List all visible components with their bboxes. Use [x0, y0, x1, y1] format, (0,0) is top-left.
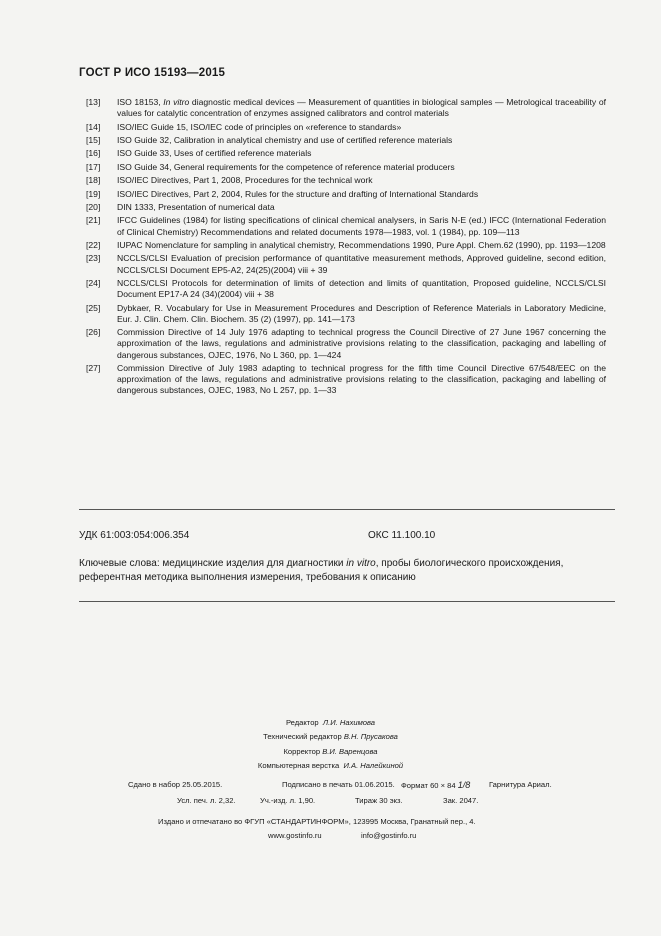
reference-item [86, 135, 606, 146]
reference-item [86, 97, 606, 119]
udk-code: УДК 61:003:054:006.354 [79, 530, 190, 541]
reference-item [86, 189, 606, 200]
order-number: Зак. 2047. [443, 796, 479, 805]
reference-text: Commission Directive of July 1983 adapting to technical progress for the fifth time Council Directive 67/548/EEC on the approximation of the laws, regulations and administrative provisions relating to the classification, packaging and labelling of dangerous substances, OJEC, 1983, No L 257, pp. 1—33 [117, 362, 606, 396]
reference-item [86, 148, 606, 159]
reference-number: [18] [86, 175, 101, 186]
divider-top [79, 509, 615, 510]
reference-number: [13] [86, 97, 101, 107]
reference-number: [22] [86, 239, 101, 250]
keywords-text-post: , пробы биологического происхождения, референтная методика выполнения измерения, требования к описанию [79, 558, 564, 583]
reference-number: [15] [86, 134, 101, 145]
submitted-date: Сдано в набор 25.05.2015. [128, 780, 223, 789]
reference-item [86, 363, 606, 397]
document-header: ГОСТ Р ИСО 15193—2015 [79, 67, 226, 79]
reference-number: [17] [86, 161, 101, 172]
editorial-staff [0, 716, 661, 773]
reference-text: NCCLS/CLSI Evaluation of precision performance of quantitative measurement methods, Approved guideline, second edition, NCCLS/CLSI Document EP5-A2, 24(25)(2004) viii + 39 [117, 253, 606, 275]
reference-text: ISO 18153, In vitro diagnostic medical devices — Measurement of quantities in biological samples — Metrological traceability of values for catalytic concentration of enzymes assigned calibrators and control materials [117, 97, 606, 119]
reference-item [86, 278, 606, 300]
email-link[interactable]: info@gostinfo.ru [361, 831, 417, 840]
reference-text: ISO Guide 32, Calibration in analytical chemistry and use of certified reference materials [117, 134, 453, 145]
staff-line: Компьютерная верстка И.А. Налейкиной [257, 760, 404, 770]
keywords-label: Ключевые слова: [79, 558, 160, 569]
reference-number: [23] [86, 253, 101, 264]
reference-number: [26] [86, 327, 101, 338]
reference-number: [25] [86, 302, 101, 313]
staff-line: Редактор Л.И. Нахимова [285, 718, 376, 727]
reference-item [86, 122, 606, 133]
bibliography-list [86, 97, 606, 399]
reference-text: Commission Directive of 14 July 1976 adapting to technical progress the Council Directive of 27 June 1967 concerning the approximation of the laws, regulations and administrative provisions relating to the classification, packaging and labelling of dangerous substances, OJEC, 1976, No L 360, pp. 1—424 [117, 327, 606, 360]
publisher-line: Издано и отпечатано во ФГУП «СТАНДАРТИНФОРМ», 123995 Москва, Гранатный пер., 4. [158, 817, 476, 826]
reference-text: Dybkaer, R. Vocabulary for Use in Measurement Procedures and Description of Reference Materials in Laboratory Medicine, Eur. J. Clin. Chem. Clin. Biochem. 35 (2) (1997), pp. 141—173 [117, 302, 606, 324]
reference-text: ISO/IEC Directives, Part 1, 2008, Procedures for the technical work [117, 175, 373, 186]
reference-item [86, 175, 606, 186]
typeface: Гарнитура Ариал. [489, 780, 552, 789]
staff-line: Технический редактор В.Н. Прусакова [263, 732, 398, 742]
reference-number: [20] [86, 201, 101, 212]
oks-code: ОКС 11.100.10 [368, 530, 436, 541]
reference-item [86, 327, 606, 361]
reference-number: [16] [86, 148, 101, 159]
reference-number: [24] [86, 277, 101, 288]
staff-line: Корректор В.И. Варенцова [283, 746, 378, 756]
keywords-block [79, 557, 619, 584]
format: Формат 60 × 84 1/8 [401, 780, 471, 790]
reference-text: ISO Guide 33, Uses of certified reference materials [117, 148, 312, 159]
divider-bottom [79, 601, 615, 602]
reference-number: [21] [86, 215, 101, 226]
website-link[interactable]: www.gostinfo.ru [268, 831, 322, 840]
keywords-text-italic: in vitro [346, 558, 376, 569]
print-run: Тираж 30 экз. [355, 796, 403, 805]
reference-text: NCCLS/CLSI Protocols for determination of limits of detection and limits of quantitation, Proposed guideline, NCCLS/CLSI Document EP17-A 24 (34)(2004) viii + 38 [117, 277, 606, 300]
reference-item [86, 303, 606, 325]
publishing-sheets: Уч.-изд. л. 1,90. [260, 796, 316, 805]
reference-item [86, 240, 606, 251]
reference-number: [27] [86, 362, 101, 373]
reference-item [86, 253, 606, 275]
reference-number: [19] [86, 188, 101, 199]
print-sheets: Усл. печ. л. 2,32. [177, 796, 236, 805]
reference-text: IUPAC Nomenclature for sampling in analytical chemistry, Recommendations 1990, Pure Appl. Chem.62 (1990), pp. 1193—1208 [117, 239, 606, 250]
reference-text: ISO/IEC Guide 15, ISO/IEC code of principles on «reference to standards» [117, 121, 402, 132]
reference-item [86, 202, 606, 213]
reference-text: ISO/IEC Directives, Part 2, 2004, Rules for the structure and drafting of International Standards [117, 188, 479, 199]
reference-text: ISO Guide 34, General requirements for the competence of reference material producers [117, 161, 455, 172]
signed-date: Подписано в печать 01.06.2015. [282, 780, 395, 789]
keywords-text-pre: медицинские изделия для диагностики [159, 558, 347, 569]
reference-number: [14] [86, 121, 101, 132]
reference-item [86, 215, 606, 237]
reference-text: DIN 1333, Presentation of numerical data [117, 201, 275, 212]
reference-item [86, 162, 606, 173]
reference-text: IFCC Guidelines (1984) for listing specifications of clinical chemical analysers, in Saris N-E (ed.) IFCC (International Federation of Clinical Chemistry) Recommendations and related documents 1978—1983, vol. 1 (1984), pp. 109—113 [117, 215, 606, 237]
